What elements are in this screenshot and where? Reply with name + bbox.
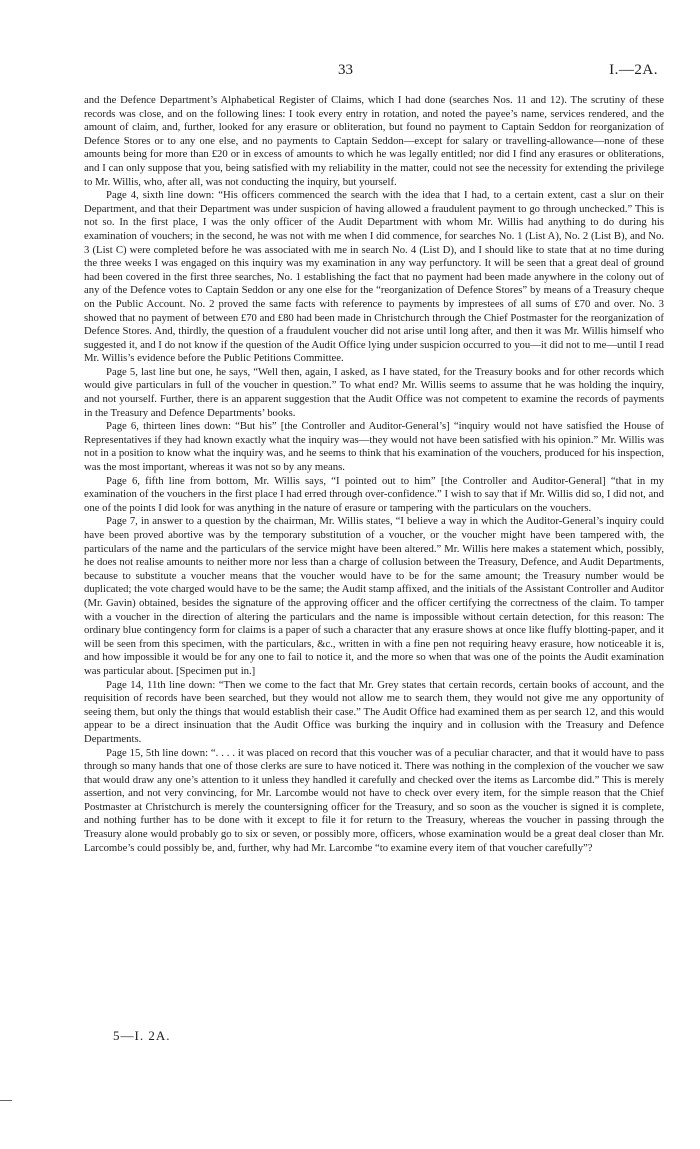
paragraph: Page 7, in answer to a question by the chairman, Mr. Willis states, “I believe a way in which the Auditor-General’s inquiry could have been proved abortive was by the temporary substitution of a voucher, or the voucher might have been tampered with, the particulars of the name and the particulars of the service might have been altered.” Mr. Willis here makes a statement which, possibly, he does not realise amounts to neither more nor less than a charge of collusion between the Treasury, Defence, and Audit Departments, because to substitute a voucher means that the voucher would have to be for the same amount; the Treasury number would be duplicated; the vote charged would have to be the same; the Audit stamp affixed, and the initials of the Assistant Controller and Auditor (Mr. Gavin) obtained, besides the signature of the approving officer and the officer certifying the correctness of the claim. To tamper with a voucher in the direction of altering the particulars and the name is impossible without certain detection, for this reason: The ordinary blue contingency form for claims is a paper of such a character that any erasure shows at once like fluffy blotting-paper, and it will be seen from this specimen, with the particulars, &c., written in with a fine pen not requiring heavy erasure, how noticeable it is, and how impossible it would be for any one to fail to notice it, and the more so when that was one of the points the Audit examination was particular about. [Specimen put in.] bbox=[84, 515, 664, 677]
page-number: 33 bbox=[338, 62, 353, 78]
paragraph: Page 4, sixth line down: “His officers commenced the search with the idea that I had, to a certain extent, cast a slur on their Department, and that their Department was under suspicion of having allowed a fraudulent payment to go through unchecked.” This is not so. In the first place, I was the only officer of the Audit Department with whom Mr. Willis had anything to do during his examination of vouchers; in the second, he was not with me when I did commence, for searches No. 1 (List A), No. 2 (List B), and No. 3 (List C) were completed before he was associated with me in search No. 4 (List D), and I should like to state that at no time during the three weeks I was engaged on this inquiry was my examination in any way perfunctory. It will be seen that a great deal of ground had been covered in the first three searches, No. 1 establishing the fact that no payment had been made anywhere in the colony out of any of the Defence votes to Captain Seddon or any one else for the “reorganization of Defence Stores” by means of a Treasury cheque on the Public Account. No. 2 proved the same facts with reference to payments by imprestees of all sums of £70 and over. No. 3 showed that no payment of between £70 and £80 had been made in Christchurch through the Chief Postmaster for the reorganization of Defence Stores. And, thirdly, the question of a fraudulent voucher did not arise until long after, and then it was Mr. Willis himself who suggested it, and I do not know if the question of the Audit Office lying under suspicion occurred to you—it did not to me—until I read Mr. Willis’s evidence before the Public Petitions Committee. bbox=[84, 189, 664, 365]
document-reference: I.—2A. bbox=[609, 62, 658, 78]
paragraph: Page 15, 5th line down: “. . . . it was placed on record that this voucher was of a peculiar character, and that it would have to pass through so many hands that one of those clerks are sure to have noticed it. There was nothing in the complexion of the voucher we saw that would draw any one’s attention to it unless they handled it carefully and checked over the items as Larcombe did.” This is merely assertion, and not very convincing, for Mr. Larcombe would not have to check over every item, for the simple reason that the Chief Postmaster at Christchurch is merely the countersigning officer for the Treasury, and so soon as the voucher is signed it is complete, and nothing further has to be done with it except to file it for return to the Treasury, whereas the voucher in passing through the Treasury alone would probably go to six or seven, or possibly more, officers, whose examination would be a great deal closer than Mr. Larcombe’s could possibly be, and, further, why had Mr. Larcombe “to examine every item of that voucher carefully”? bbox=[84, 746, 664, 854]
paragraph: Page 6, thirteen lines down: “But his” [the Controller and Auditor-General’s] “inquiry would not have satisfied the House of Representatives if they had known exactly what the inquiry was—they would not have been satisfied with his opinion.” Mr. Willis was not in a position to know what the inquiry was, and he seems to think that his examination of the vouchers, produced for his inspection, was the most important, whereas it was not so by any means. bbox=[84, 420, 664, 474]
paragraph: Page 6, fifth line from bottom, Mr. Willis says, “I pointed out to him” [the Controller and Auditor-General] “that in my examination of the vouchers in the first place I had erred through over-confidence.” I wish to say that if Mr. Willis did so, I did not, and one of the points I did look for was anything in the nature of erasure or tampering with the particulars on the vouchers. bbox=[84, 474, 664, 514]
margin-mark bbox=[0, 1100, 12, 1101]
signature-reference: 5—I. 2A. bbox=[113, 1028, 171, 1043]
paragraph: Page 5, last line but one, he says, “Well then, again, I asked, as I have stated, for the Treasury books and for other records which would give particulars in full of the voucher in question.” To what end? Mr. Willis seems to assume that he was holding the inquiry, and not yourself. Further, there is an apparent suggestion that the Audit Office was not competent to examine the records of payments in the Treasury and Defence Departments’ books. bbox=[84, 365, 664, 419]
paragraph: and the Defence Department’s Alphabetical Register of Claims, which I had done (searches Nos. 11 and 12). The scrutiny of these records was close, and on the following lines: I took every entry in rotation, and noted the payee’s name, services rendered, and the amount of claim, and, further, looked for any erasure or obliteration, but found no payment to Captain Seddon for reorganization of Defence Stores or to any one else, and no payments to Captain Seddon—except for salary or travelling-allowance—none of these amounts being for more than £20 or in excess of amounts to which he was legally entitled; nor did I find any erasures or obliterations, and I can only suppose that you, being satisfied with my reliability in the matter, could not see the necessity for extending the privilege to Mr. Willis, who, after all, was not conducting the inquiry, but yourself. bbox=[84, 94, 664, 188]
page-header bbox=[0, 62, 700, 82]
body-text bbox=[84, 94, 664, 855]
paragraph: Page 14, 11th line down: “Then we come to the fact that Mr. Grey states that certain records, certain books of account, and the requisition of records have been searched, but they would not allow me to search them, they would not give me any opportunity of seeing them, but only the things that would establish their case.” The Audit Office had examined them as per search 12, and this would appear to be a direct insinuation that the Audit Office was burking the inquiry and in collusion with the Treasury and Defence Departments. bbox=[84, 678, 664, 745]
